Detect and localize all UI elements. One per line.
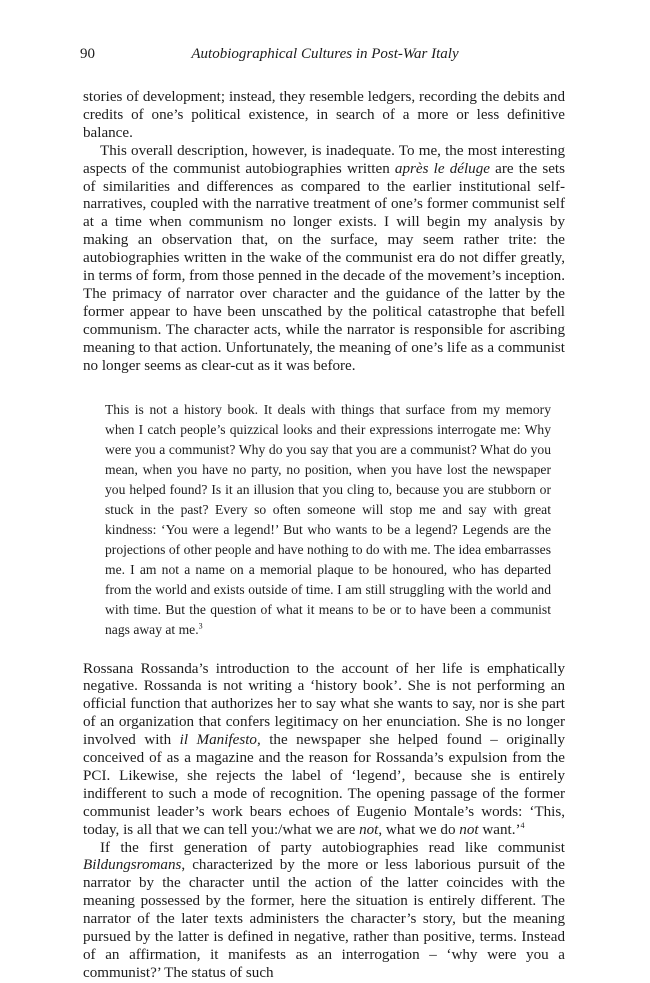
paragraph-text: Rossana Rossanda’s introduction to the account of her life is emphatically negative. Rossanda is not writing a ‘history book’. She is not performing an official function that authorizes her to say what she wants to say, nor is she part of an organization that confers legitimacy on her enunciation. She is no longer involved with (83, 660, 565, 749)
italic-phrase: not (459, 821, 479, 838)
paragraph-continued (83, 89, 565, 143)
italic-phrase: Bildungsromans (83, 857, 182, 874)
paragraph-text: , characterized by the more or less laborious pursuit of the narrator by the character until the action of the latter coincides with the meaning possessed by the former, here the situation is entirely different. The narrator of the later texts administers the character’s story, but the meaning pursued by the latter is defined in negative, rather than positive, terms. Instead of an affirmation, it manifests as an interrogation – ‘why were you a communist?’ The status of such (83, 857, 565, 981)
paragraph-first-generation (83, 840, 565, 983)
body-text (83, 89, 565, 983)
paragraph-overall-description (83, 143, 565, 376)
page-number: 90 (80, 46, 95, 62)
paragraph-text: If the first generation of party autobiographies read like communist (100, 839, 565, 856)
paragraph-text: stories of development; instead, they resemble ledgers, recording the debits and credits of one’s political existence, in search of a more or less definitive balance. (83, 89, 565, 141)
italic-phrase: not (359, 821, 379, 838)
quote-paragraph (105, 400, 551, 640)
paragraph-rossanda (83, 661, 565, 840)
italic-phrase: il Manifesto (179, 732, 257, 749)
paragraph-text: , what we do (378, 821, 460, 838)
block-quote (105, 400, 551, 640)
paragraph-text: This overall description, however, is inadequate. To me, the most interesting aspects of the communist autobiographies written (83, 142, 565, 177)
paragraph-text: are the sets of similarities and differences as compared to the earlier institutional self-narratives, coupled with the narrative treatment of one’s former communist self at a time when communism no longer exists. I will begin my analysis by making an observation that, on the surface, may seem rather trite: the autobiographies written in the wake of the communist era do not differ greatly, in terms of form, from those penned in the decade of the movement’s inception. The primacy of narrator over character and the guidance of the latter by the former appear to have been unscathed by the political catastrophe that befell communism. The character acts, while the narrator is responsible for ascribing meaning to that action. Unfortunately, the meaning of one’s life as a communist no longer seems as clear-cut as it was before. (83, 160, 565, 374)
footnote-marker: 3 (198, 620, 203, 630)
paragraph-text: want.’ (478, 821, 521, 838)
running-title: Autobiographical Cultures in Post-War Italy (191, 46, 459, 62)
italic-phrase: après le déluge (394, 160, 490, 177)
running-header (80, 43, 570, 65)
quote-text: This is not a history book. It deals with things that surface from my memory when I catch people’s quizzical looks and their expressions interrogate me: Why were you a communist? Why do you say that you are a communist? What do you mean, when you have no party, no position, when you have lost the newspaper you helped found? Is it an illusion that you cling to, because you are stubborn or stuck in the past? Every so often someone will stop me and say with great kindness: ‘You were a legend!’ But who wants to be a legend? Legends are the projections of other people and have nothing to do with me. The idea embarrasses me. I am not a name on a memorial plaque to be honoured, who has departed from the world and exists outside of time. I am still struggling with the world and with time. But the question of what it means to be or to have been a communist nags away at me. (105, 401, 551, 637)
paragraph-text: , the newspaper she helped found – originally conceived of as a magazine and the reason for Rossanda’s expulsion from the PCI. Likewise, she rejects the label of ‘legend’, because she is entirely indifferent to such a mode of recognition. The opening passage of the former communist leader’s work bears echoes of Eugenio Montale’s words: ‘This, today, is all that we can tell you:/what we are (83, 732, 566, 838)
footnote-marker: 4 (520, 820, 525, 830)
